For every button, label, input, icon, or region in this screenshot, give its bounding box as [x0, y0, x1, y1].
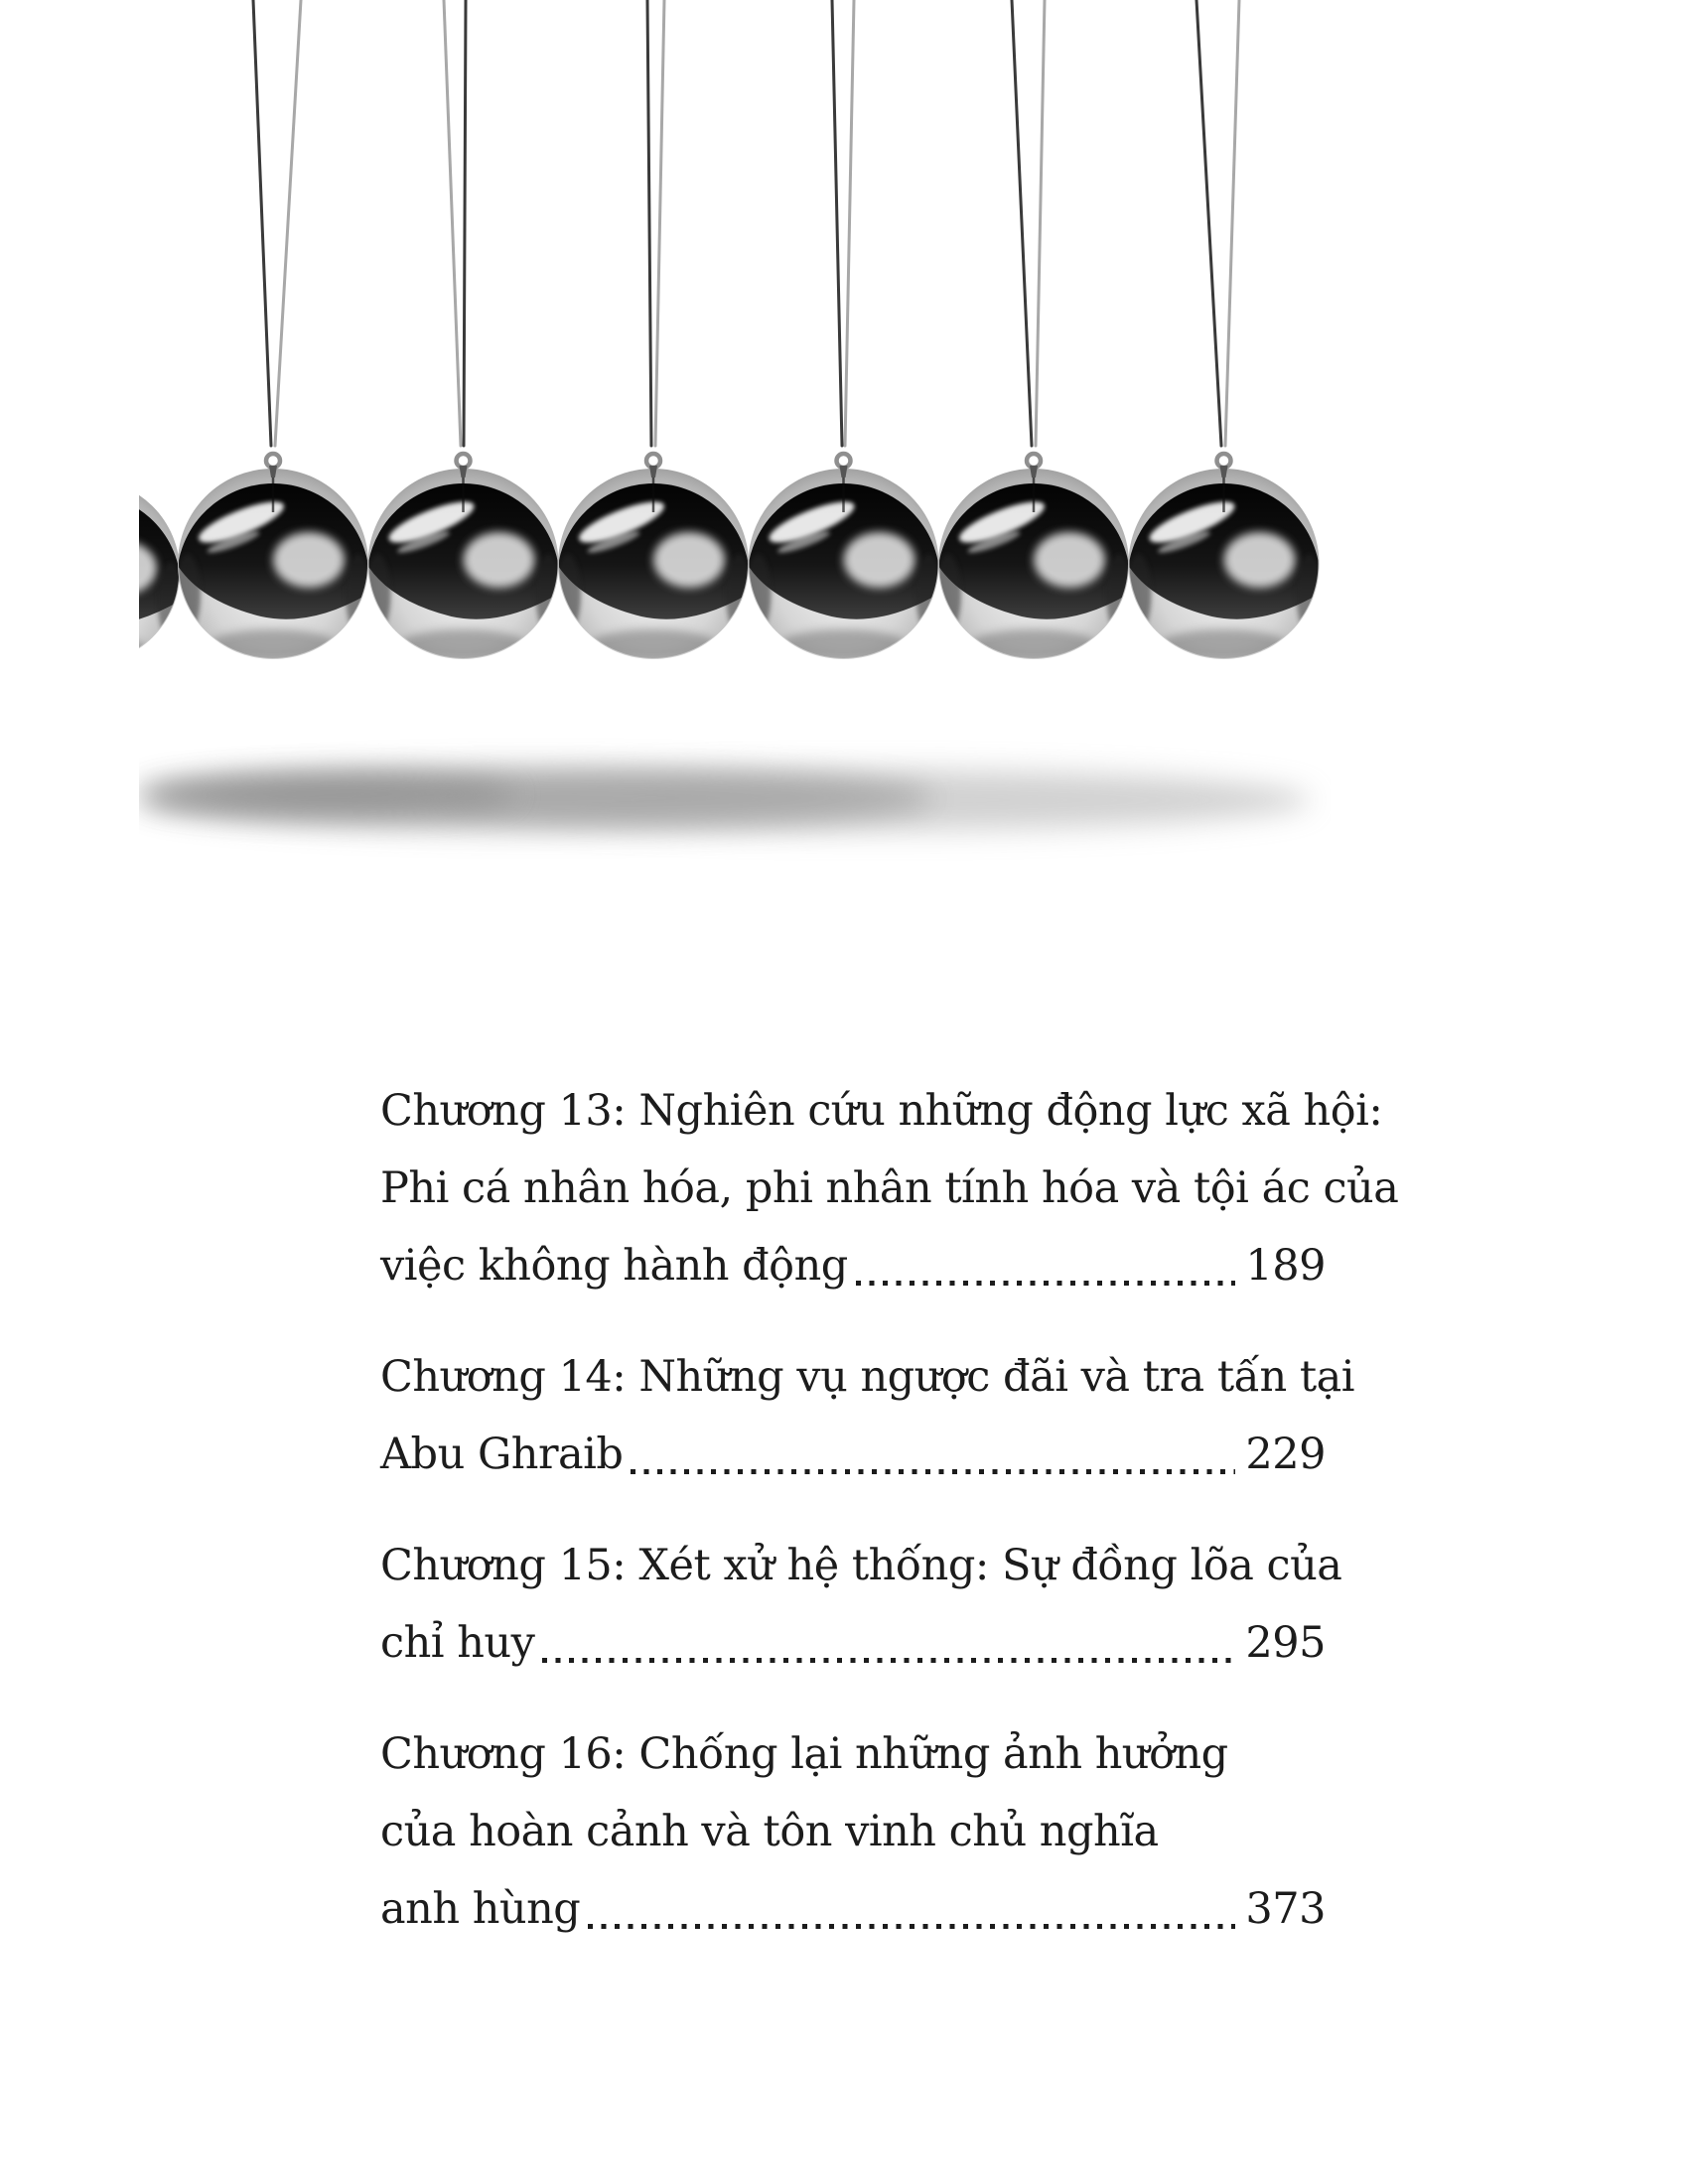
toc-entry-line: Chương 14: Những vụ ngược đãi và tra tấn tại — [380, 1352, 1355, 1402]
toc-entry-chapter-13 — [380, 1072, 1399, 1304]
page-number: 373 — [1245, 1884, 1326, 1934]
cradle-strings — [253, 0, 1239, 446]
toc-entry-chapter-16 — [380, 1715, 1326, 1948]
page-number: 189 — [1245, 1241, 1326, 1291]
toc-entry-line: của hoàn cảnh và tôn vinh chủ nghĩa — [380, 1807, 1159, 1856]
toc-entry-text: việc không hành động — [380, 1241, 848, 1291]
toc-entry-last-line — [380, 1227, 1326, 1304]
toc-entry-last-line — [380, 1604, 1326, 1682]
page-number: 229 — [1245, 1430, 1326, 1479]
toc-entry-text: Abu Ghraib — [380, 1430, 624, 1479]
table-of-contents — [380, 1072, 1399, 1948]
toc-entry-line: Chương 13: Nghiên cứu những động lực xã hội: — [380, 1086, 1383, 1136]
dot-leader — [588, 1924, 1235, 1929]
toc-entry-last-line — [380, 1870, 1326, 1948]
dot-leader — [631, 1469, 1235, 1474]
toc-entry-line: Chương 16: Chống lại những ảnh hưởng — [380, 1729, 1228, 1779]
toc-entry-line: Phi cá nhân hóa, phi nhân tính hóa và tội ác của — [380, 1163, 1399, 1213]
toc-entry-text: anh hùng — [380, 1884, 581, 1934]
toc-entry-line: Chương 15: Xét xử hệ thống: Sự đồng lõa của — [380, 1541, 1342, 1590]
page-number: 295 — [1245, 1618, 1326, 1668]
newtons-cradle-illustration — [139, 0, 1331, 874]
toc-entry-chapter-15 — [380, 1527, 1342, 1682]
dot-leader — [542, 1658, 1235, 1663]
toc-entry-text: chỉ huy — [380, 1618, 535, 1668]
cradle-shadow — [139, 768, 1311, 830]
toc-entry-chapter-14 — [380, 1338, 1355, 1493]
toc-entry-last-line — [380, 1416, 1326, 1493]
cradle-balls — [139, 454, 1323, 666]
dot-leader — [856, 1281, 1236, 1286]
